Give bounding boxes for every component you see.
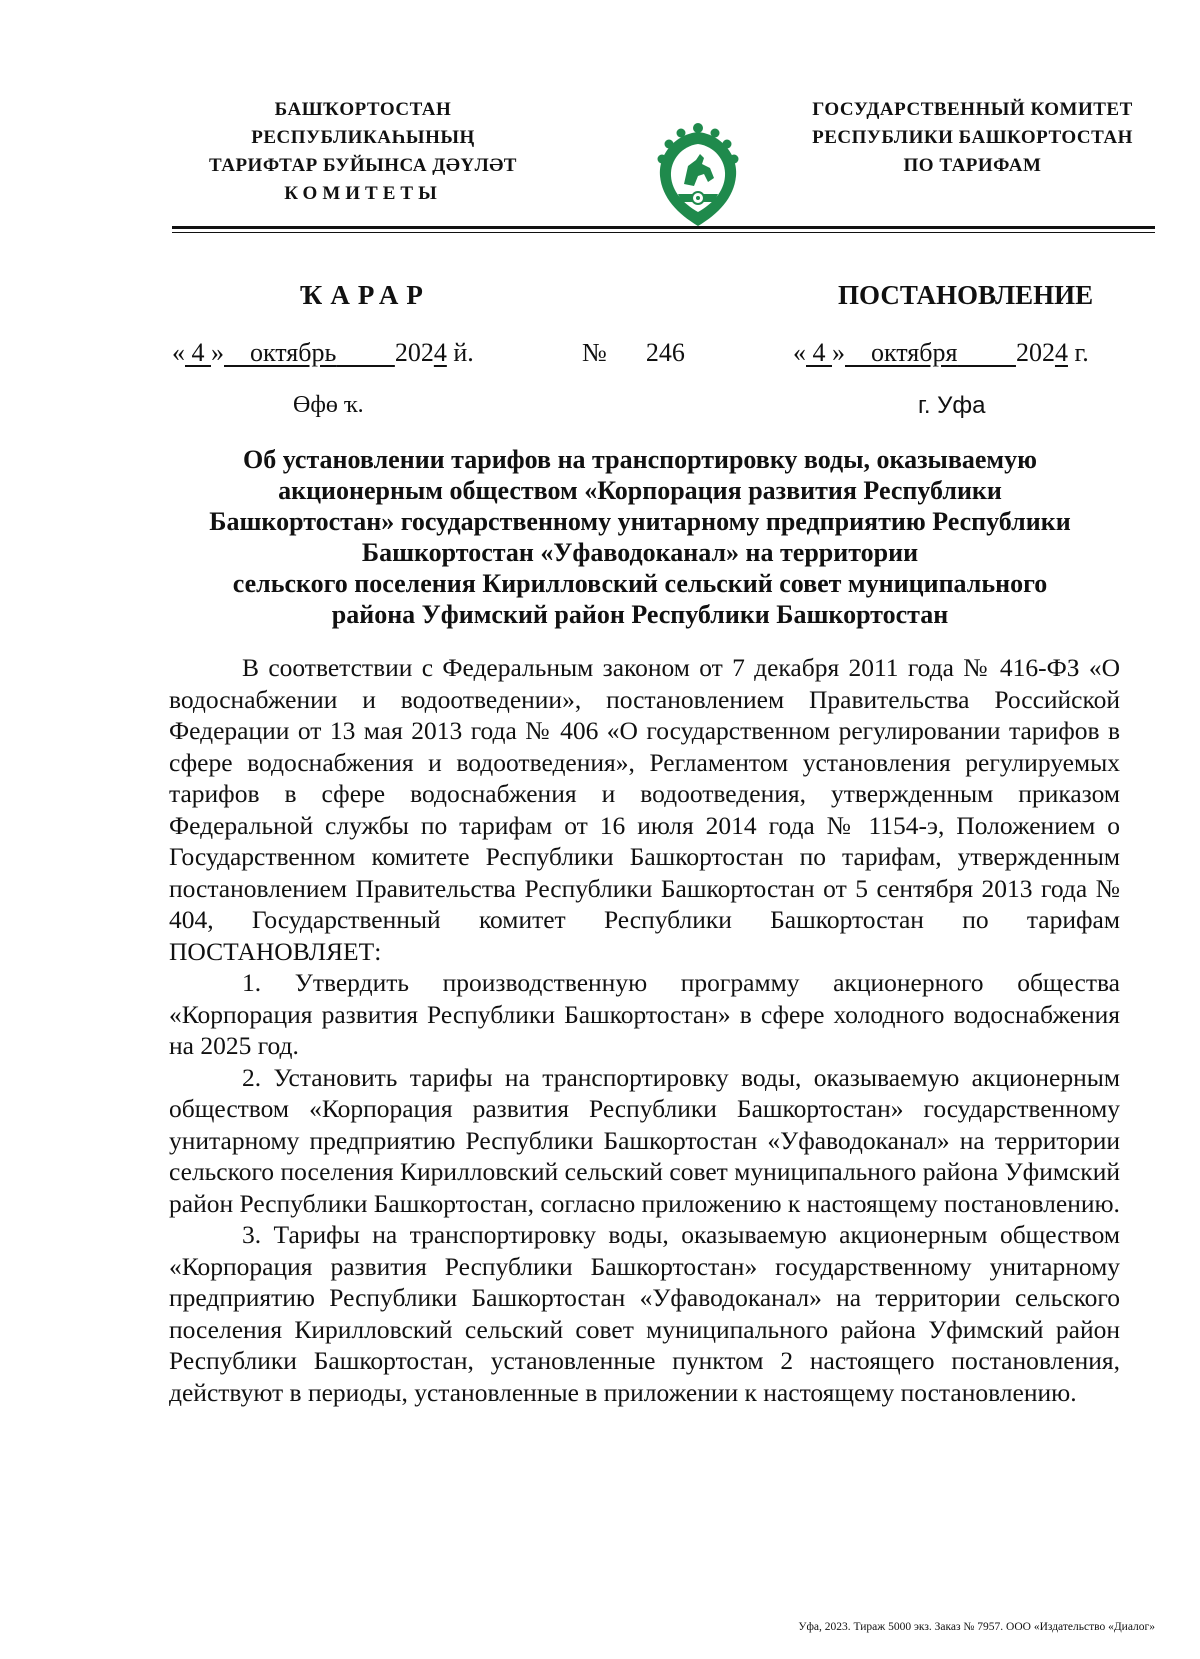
date-russian xyxy=(793,338,1089,368)
letterhead-russian-line-1: ГОСУДАРСТВЕННЫЙ КОМИТЕТ xyxy=(812,99,1133,120)
number-value: 246 xyxy=(645,338,685,367)
date-bashkir-day: 4 xyxy=(191,338,205,367)
letterhead-bashkir-line-3: КОМИТЕТЫ xyxy=(284,183,442,204)
letterhead-russian-line-3: ПО ТАРИФАМ xyxy=(903,155,1042,176)
paragraph-item-1: 1. Утвердить производственную программу акционерного общества «Корпорация развития Республики Башкортостан» в сфере холодного водоснабжения на 2025 год. xyxy=(169,968,1120,1060)
letterhead-bashkir xyxy=(168,96,558,208)
header-divider-thick xyxy=(172,226,1155,229)
date-bashkir-year: 2024 xyxy=(394,338,447,367)
title-line: Башкортостан «Уфаводоканал» на территории xyxy=(361,538,919,567)
document-number xyxy=(582,338,685,368)
date-russian-year-mark: г. xyxy=(1074,338,1089,367)
header-divider-thin xyxy=(172,232,1155,233)
city-russian: г. Уфа xyxy=(918,392,986,419)
date-bashkir xyxy=(172,338,474,368)
title-line: района Уфимский район Республики Башкортостан xyxy=(331,600,949,629)
letterhead-russian xyxy=(790,96,1155,180)
doc-type-russian: ПОСТАНОВЛЕНИЕ xyxy=(838,280,1094,310)
date-russian-month: октября xyxy=(871,338,958,367)
document-body xyxy=(169,652,1120,1408)
date-russian-day: 4 xyxy=(812,338,826,367)
letterhead-russian-line-2: РЕСПУБЛИКИ БАШКОРТОСТАН xyxy=(812,127,1133,148)
date-bashkir-close: » xyxy=(211,338,224,367)
letterhead-bashkir-line-1: БАШҠОРТОСТАН РЕСПУБЛИКАҺЫНЫҢ xyxy=(251,99,475,148)
letterhead xyxy=(0,96,1200,236)
print-imprint: Уфа, 2023. Тираж 5000 экз. Заказ № 7957. ООО «Издательство «Диалог» xyxy=(798,1621,1155,1633)
date-russian-close: » xyxy=(832,338,845,367)
paragraph-item-3: 3. Тарифы на транспортировку воды, оказываемую акционерным обществом «Корпорация развития Республики Башкортостан» государственному унитарному предприятию Республики Башкортостан «Уфаводоканал» на территории сельского поселения Кирилловский сельский совет муниципального района Уфимский район Республики Башкортостан, установленные пунктом 2 настоящего постановления, действуют в периоды, установленные в приложении к настоящему постановлению. xyxy=(169,1220,1120,1407)
letterhead-bashkir-line-2: ТАРИФТАР БУЙЫНСА ДӘҮЛӘТ xyxy=(209,155,517,176)
document-title xyxy=(160,444,1120,630)
paragraph-item-2: 2. Установить тарифы на транспортировку воды, оказываемую акционерным обществом «Корпорация развития Республики Башкортостан» государственному унитарному предприятию Республики Башкортостан «Уфаводоканал» на территории сельского поселения Кирилловский сельский совет муниципального района Уфимский район Республики Башкортостан, согласно приложению к настоящему постановлению. xyxy=(169,1062,1120,1218)
date-bashkir-month: октябрь xyxy=(250,338,337,367)
date-bashkir-open: « xyxy=(172,338,185,367)
title-line: Башкортостан» государственному унитарному предприятию Республики xyxy=(209,507,1071,536)
city-bashkir: Өфө ҡ. xyxy=(293,392,364,418)
number-sign: № xyxy=(582,338,607,367)
date-russian-open: « xyxy=(793,338,806,367)
title-line: сельского поселения Кирилловский сельский совет муниципального xyxy=(232,569,1048,598)
title-line: Об установлении тарифов на транспортировку воды, оказываемую xyxy=(243,445,1037,474)
date-russian-year: 2024 xyxy=(1015,338,1068,367)
doc-type-bashkir: ҠАРАР xyxy=(300,280,431,310)
date-bashkir-year-mark: й. xyxy=(453,338,474,367)
title-line: акционерным обществом «Корпорация развития Республики xyxy=(278,476,1002,505)
paragraph-preamble: В соответствии с Федеральным законом от 7 декабря 2011 года № 416-ФЗ «О водоснабжении и водоотведении», постановлением Правительства Российской Федерации от 13 мая 2013 года № 406 «О государственном регулировании тарифов в сфере водоснабжения и водоотведения», Регламентом установления регулируемых тарифов в сфере водоснабжения и водоотведения, утвержденным приказом Федеральной службы по тарифам от 16 июля 2014 года № 1154-э, Положением о Государственном комитете Республики Башкортостан по тарифам, утвержденным постановлением Правительства Республики Башкортостан от 5 сентября 2013 года № 404, Государственный комитет Республики Башкортостан по тарифам ПОСТАНОВЛЯЕТ: xyxy=(169,653,1120,966)
bashkortostan-emblem-icon xyxy=(648,114,748,229)
